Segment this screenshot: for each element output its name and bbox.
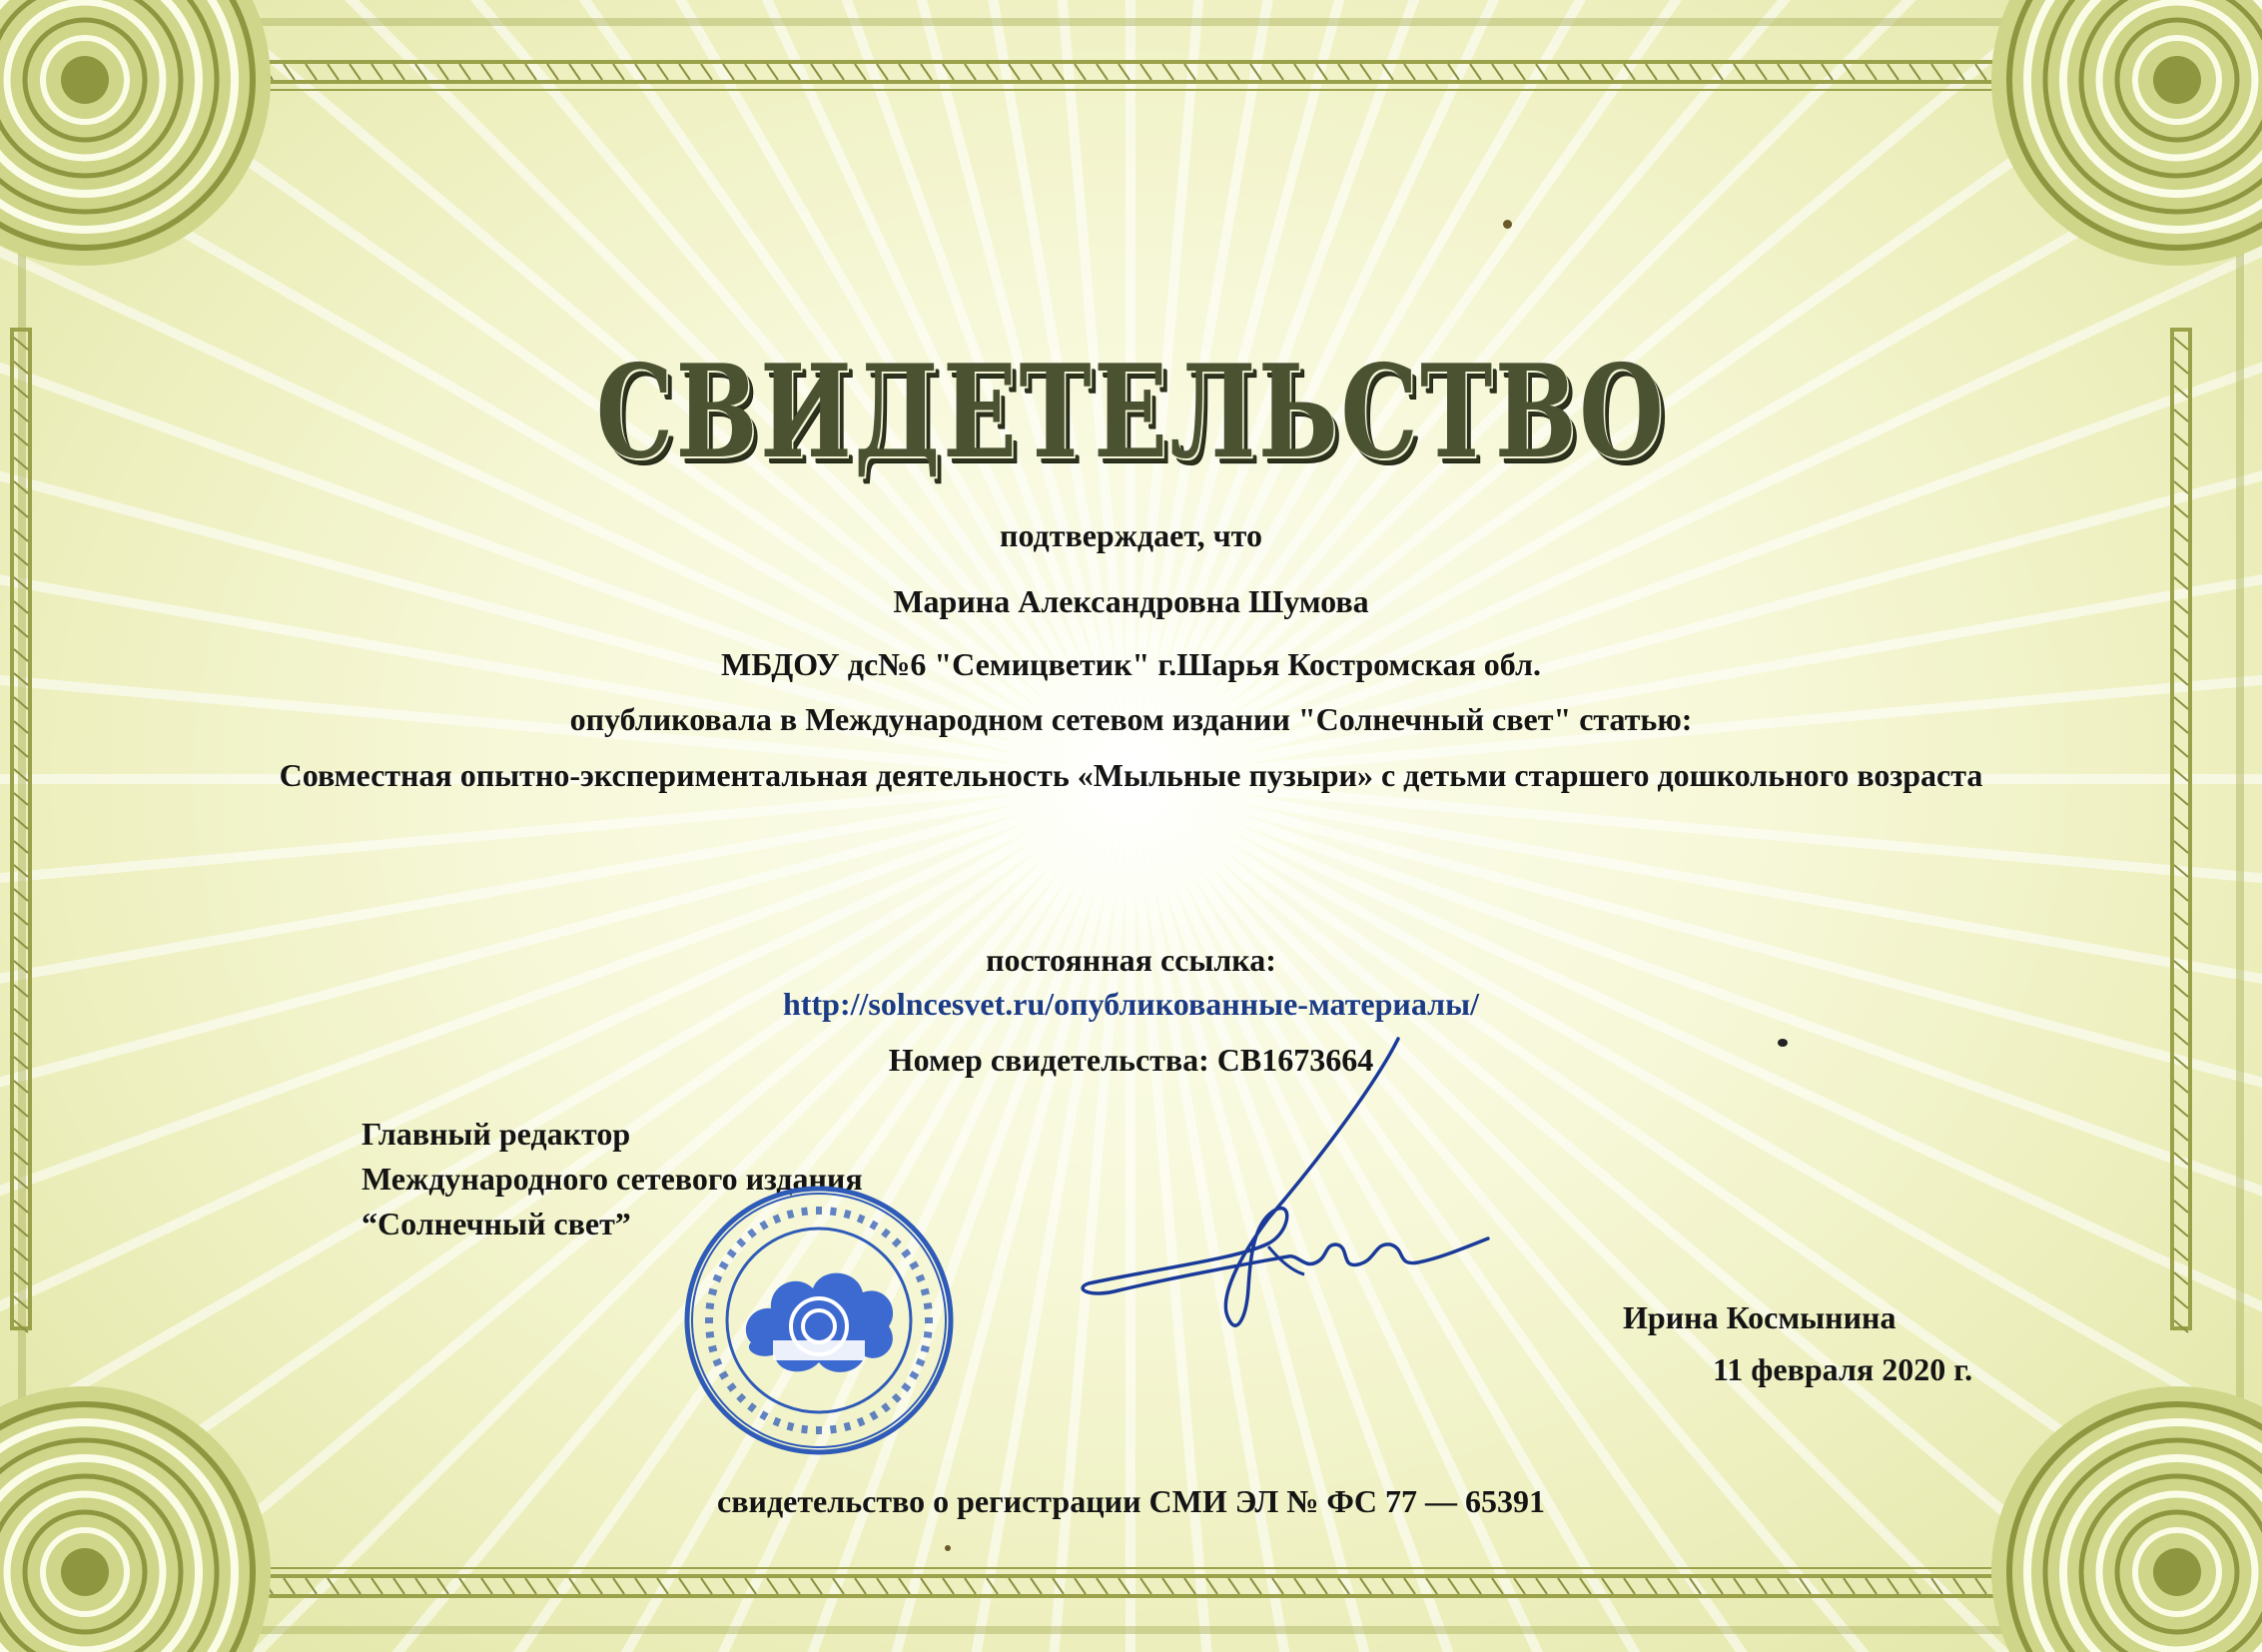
certificate-title: СВИДЕТЕЛЬСТВО: [595, 338, 1667, 487]
corner-ornament-top-right: [1987, 0, 2262, 270]
publisher-seal: [679, 1181, 959, 1460]
permalink-url[interactable]: http://solncesvet.ru/опубликованные-материалы/: [783, 986, 1479, 1022]
editor-name: Ирина Космынина: [1623, 1299, 1896, 1335]
scan-speck: [1503, 220, 1512, 229]
recipient-organization: МБДОУ дс№6 "Семицветик" г.Шарья Костромская обл.: [721, 646, 1541, 682]
editor-title-line-3: “Солнечный свет”: [362, 1206, 631, 1241]
editor-title-line-2: Международного сетевого издания: [362, 1161, 863, 1197]
issue-date: 11 февраля 2020 г.: [1713, 1351, 1973, 1387]
editor-signature: [1079, 1019, 1508, 1358]
certificate-number: Номер свидетельства: СВ1673664: [888, 1042, 1374, 1078]
publication-statement: опубликовала в Международном сетевом издании "Солнечный свет" статью:: [569, 701, 1693, 737]
editor-title-line-1: Главный редактор: [362, 1116, 631, 1152]
registration-footer: свидетельство о регистрации СМИ ЭЛ № ФС 77 — 65391: [717, 1483, 1545, 1519]
scan-speck: [1778, 1039, 1788, 1047]
confirms-text: подтверждает, что: [1000, 517, 1262, 553]
recipient-name: Марина Александровна Шумова: [893, 583, 1369, 619]
permalink-label: постоянная ссылка:: [986, 942, 1276, 978]
corner-ornament-top-left: [0, 0, 275, 270]
scan-speck: [945, 1545, 951, 1551]
article-title: Совместная опытно-экспериментальная деятельность «Мыльные пузыри» с детьми старшего дошкольного возраста: [279, 757, 1983, 793]
